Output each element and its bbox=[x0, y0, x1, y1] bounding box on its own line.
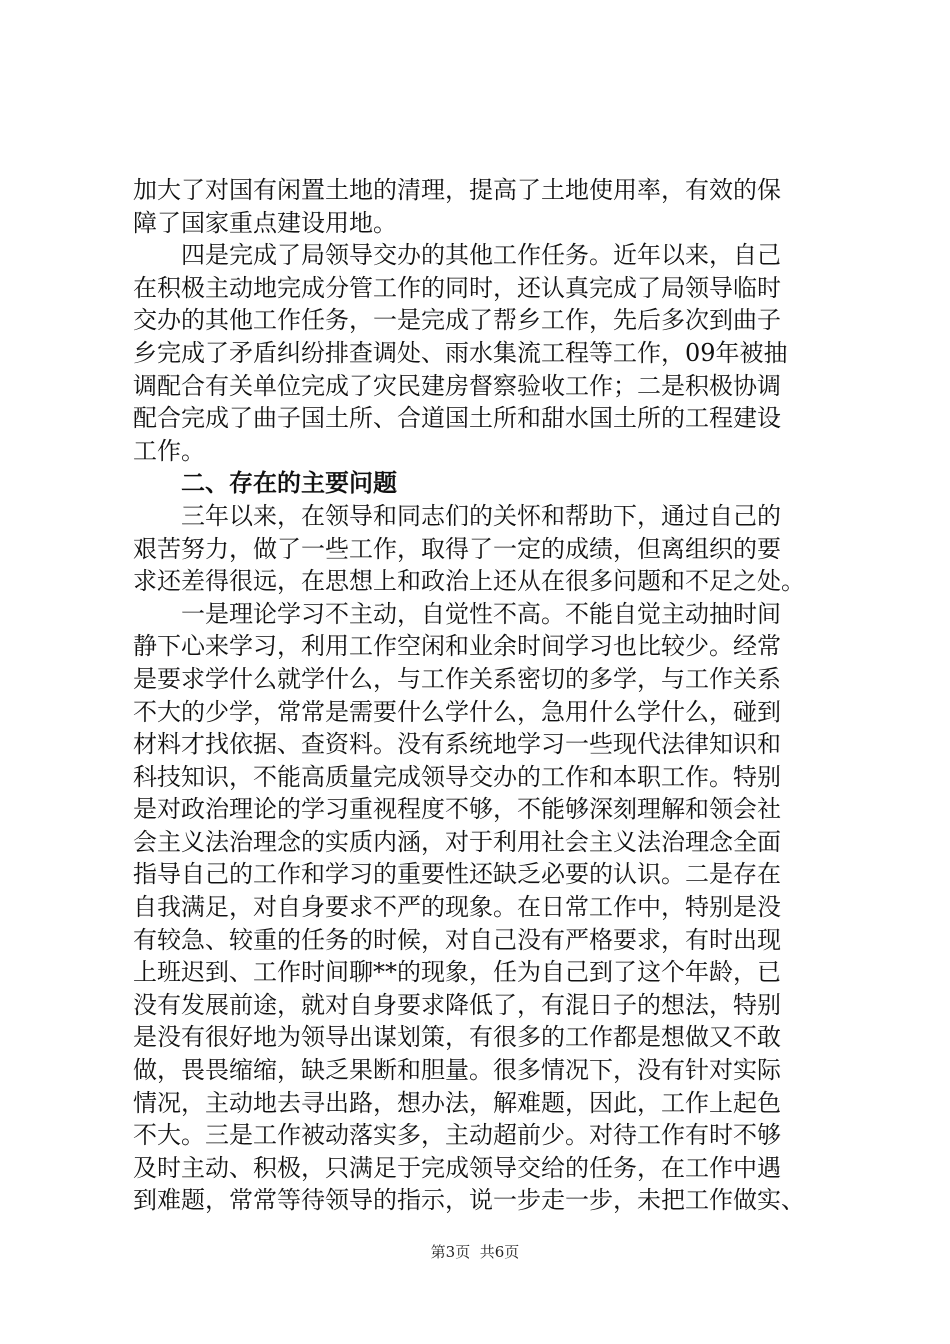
text-line: 艰苦努力，做了一些工作，取得了一定的成绩，但离组织的要 bbox=[133, 534, 781, 563]
text-line: 加大了对国有闲置土地的清理，提高了土地使用率，有效的保 bbox=[133, 176, 781, 204]
text-line: 是要求学什么就学什么，与工作关系密切的多学，与工作关系 bbox=[133, 664, 781, 693]
text-line: 一是理论学习不主动，自觉性不高。不能自觉主动抽时间 bbox=[181, 599, 781, 628]
text-line: 会主义法治理念的实质内涵，对于利用社会主义法治理念全面 bbox=[133, 827, 781, 856]
page-number: 第3页 bbox=[430, 1243, 471, 1261]
text-line: 障了国家重点建设用地。 bbox=[133, 208, 397, 237]
text-line: 是没有很好地为领导出谋划策，有很多的工作都是想做又不敢 bbox=[133, 1023, 781, 1052]
text-line: 四是完成了局领导交办的其他工作任务。近年以来，自己 bbox=[181, 241, 781, 270]
text-line: 工作。 bbox=[133, 436, 205, 465]
document-body bbox=[133, 174, 833, 1217]
text-line: 上班迟到、工作时间聊**的现象，任为自己到了这个年龄，已 bbox=[133, 958, 781, 987]
text-line: 有较急、较重的任务的时候，对自己没有严格要求，有时出现 bbox=[133, 925, 781, 954]
text-line: 不大。三是工作被动落实多，主动超前少。对待工作有时不够 bbox=[133, 1121, 781, 1150]
text-line: 交办的其他工作任务，一是完成了帮乡工作，先后多次到曲子 bbox=[133, 306, 781, 335]
text-line: 不大的少学，常常是需要什么学什么，急用什么学什么，碰到 bbox=[133, 697, 781, 726]
page-total: 共6页 bbox=[479, 1243, 520, 1261]
text-line: 情况，主动地去寻出路，想办法，解难题，因此，工作上起色 bbox=[133, 1088, 781, 1117]
text-line: 调配合有关单位完成了灾民建房督察验收工作；二是积极协调 bbox=[133, 371, 781, 400]
text-line: 及时主动、积极，只满足于完成领导交给的任务，在工作中遇 bbox=[133, 1153, 781, 1182]
text-line: 静下心来学习，利用工作空闲和业余时间学习也比较少。经常 bbox=[133, 632, 781, 661]
text-line: 科技知识，不能高质量完成领导交办的工作和本职工作。特别 bbox=[133, 762, 781, 791]
text-line: 做，畏畏缩缩，缺乏果断和胆量。很多情况下，没有针对实际 bbox=[133, 1056, 781, 1085]
text-line: 在积极主动地完成分管工作的同时，还认真完成了局领导临时 bbox=[133, 273, 781, 302]
text-line: 乡完成了矛盾纠纷排查调处、雨水集流工程等工作，09年被抽 bbox=[133, 338, 788, 367]
text-line: 三年以来，在领导和同志们的关怀和帮助下，通过自己的 bbox=[181, 501, 781, 530]
section-heading: 二、存在的主要问题 bbox=[181, 468, 397, 498]
text-line: 到难题，常常等待领导的指示，说一步走一步，未把工作做实、 bbox=[133, 1186, 805, 1215]
text-line: 没有发展前途，就对自身要求降低了，有混日子的想法，特别 bbox=[133, 990, 781, 1019]
text-line: 是对政治理论的学习重视程度不够，不能够深刻理解和领会社 bbox=[133, 795, 781, 824]
text-line: 求还差得很远，在思想上和政治上还从在很多问题和不足之处。 bbox=[133, 567, 805, 596]
page-footer bbox=[0, 1242, 950, 1262]
text-line: 指导自己的工作和学习的重要性还缺乏必要的认识。二是存在 bbox=[133, 860, 781, 889]
text-line: 材料才找依据、查资料。没有系统地学习一些现代法律知识和 bbox=[133, 730, 781, 759]
text-line: 配合完成了曲子国土所、合道国土所和甜水国土所的工程建设 bbox=[133, 404, 781, 433]
text-line: 自我满足，对自身要求不严的现象。在日常工作中，特别是没 bbox=[133, 893, 781, 922]
